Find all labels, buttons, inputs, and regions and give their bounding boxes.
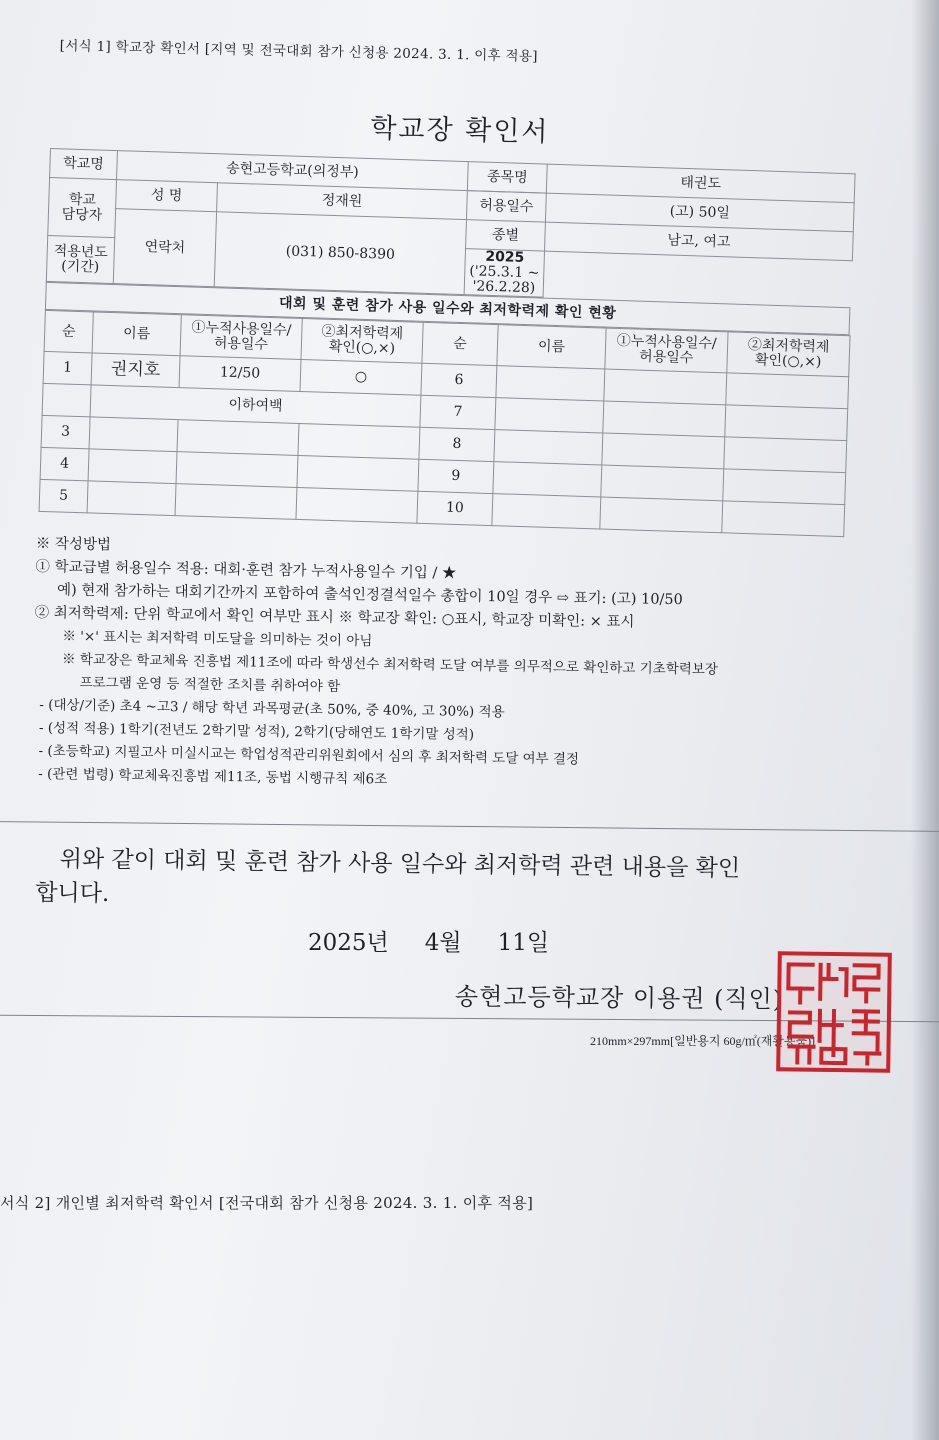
contact-person-label: 학교 담당자 xyxy=(48,178,117,238)
instructions-heading: ※ 작성방법 xyxy=(35,535,112,554)
phone-label: 연락처 xyxy=(113,209,216,287)
form2-header: 서식 2] 개인별 최저학력 확인서 [전국대회 참가 신청용 2024. 3. 1. 이후 적용] xyxy=(0,1194,534,1212)
allowed-days: (고) 50일 xyxy=(545,193,854,232)
table-row: 1 권지호 12/50 ○ 6 xyxy=(43,351,849,408)
note-line: ※ '×' 표시는 최저학력 미도달을 의미하는 것이 아님 xyxy=(62,628,373,650)
note-line: ① 학교급별 허용일수 적용: 대회·훈련 참가 누적사용일수 기입 / ★ xyxy=(35,558,457,582)
header-no: 순 xyxy=(44,310,93,352)
section-title: 대회 및 훈련 참가 사용 일수와 최저학력제 확인 현황 xyxy=(45,282,849,334)
school-name: 송현고등학교(의정부) xyxy=(117,151,469,191)
official-seal-icon xyxy=(776,951,892,1073)
header-days: ①누적사용일수/ 허용일수 xyxy=(180,315,302,360)
issue-date: 2025년 4월 11일 xyxy=(308,930,550,956)
page-edge-shadow xyxy=(911,0,939,1440)
paper-spec: 210mm×297mm[일반용지 60g/㎡(재활용품)] xyxy=(590,1034,816,1048)
student-academic-check: ○ xyxy=(300,359,422,395)
note-line: ② 최저학력제: 단위 학교에서 확인 여부만 표시 ※ 학교장 확인: ○표시, 학교장 미확인: × 표시 xyxy=(34,604,635,631)
document-title: 학교장 확인서 xyxy=(370,112,550,149)
seal-mark-text: (직인) xyxy=(713,984,784,1014)
header-academic: ②최저학력제 확인(○,×) xyxy=(727,332,850,377)
principal-signature: 송현고등학교장 이용권 (직인) xyxy=(454,982,784,1014)
year-label: 적용년도 (기간) xyxy=(46,235,114,283)
allowed-days-label: 허용일수 xyxy=(466,191,546,222)
instructions xyxy=(32,533,896,799)
info-table xyxy=(46,148,856,307)
form-header: [서식 1] 학교장 확인서 [지역 및 전국대회 참가 신청용 2024. 3. 1. 이후 적용] xyxy=(59,37,538,65)
contact-name: 정재원 xyxy=(217,183,468,220)
blank-below-note: 이하여백 xyxy=(90,385,421,427)
table-row: 3 8 xyxy=(41,415,847,472)
note-line: 프로그램 운영 등 적절한 조치를 취하여야 함 xyxy=(79,674,341,695)
header-days: ①누적사용일수/ 허용일수 xyxy=(605,328,728,373)
confirmation-form xyxy=(39,148,855,537)
table-row: 5 10 xyxy=(39,479,845,536)
roster-table xyxy=(39,310,851,537)
note-line: - (대상/기준) 초4 ~고3 / 해당 학년 과목평균(초 50%, 중 40%, 고 30%) 적용 xyxy=(39,697,505,721)
school-name-label: 학교명 xyxy=(50,149,118,180)
event-label: 종목명 xyxy=(467,162,547,193)
student-name: 권지호 xyxy=(91,353,180,388)
note-line: - (관련 법령) 학교체육진흥법 제11조, 동법 시행규칙 제6조 xyxy=(38,766,388,788)
header-name: 이름 xyxy=(92,312,181,356)
event-value: 태권도 xyxy=(546,164,855,203)
category-value: 남고, 여고 xyxy=(545,222,854,261)
note-line: - (성적 적용) 1학기(전년도 2학기말 성적), 2학기(당해연도 1학기말 성적) xyxy=(38,720,475,743)
note-line: - (초등학교) 지필고사 미실시교는 학업성적관리위원회에서 심의 후 최저학력 도달 여부 결정 xyxy=(38,743,580,768)
table-row: 4 9 xyxy=(40,447,846,504)
applicable-year: 2025 ('25.3.1 ~ '26.2.28) xyxy=(464,249,544,297)
name-label: 성 명 xyxy=(116,180,218,212)
note-line: ※ 학교장은 학교체육 진흥법 제11조에 따라 학생선수 최저학력 도달 여부를 의무적으로 확인하고 기초학력보장 xyxy=(61,651,719,678)
header-no: 순 xyxy=(422,322,498,365)
category-label: 종별 xyxy=(466,220,546,251)
table-row: 이하여백 7 xyxy=(42,383,848,440)
divider xyxy=(0,821,939,832)
confirmation-statement: 위와 같이 대회 및 훈련 참가 사용 일수와 최저학력 관련 내용을 확인 합니다. xyxy=(35,846,741,908)
header-name: 이름 xyxy=(497,325,606,369)
student-days: 12/50 xyxy=(179,356,301,392)
phone-value: (031) 850-8390 xyxy=(214,212,466,295)
note-line: 예) 현재 참가하는 대회기간까지 포함하여 출석인정결석일수 총합이 10일 경우 ⇨ 표기: (고) 10/50 xyxy=(56,582,683,609)
header-academic: ②최저학력제 확인(○,×) xyxy=(301,319,423,364)
